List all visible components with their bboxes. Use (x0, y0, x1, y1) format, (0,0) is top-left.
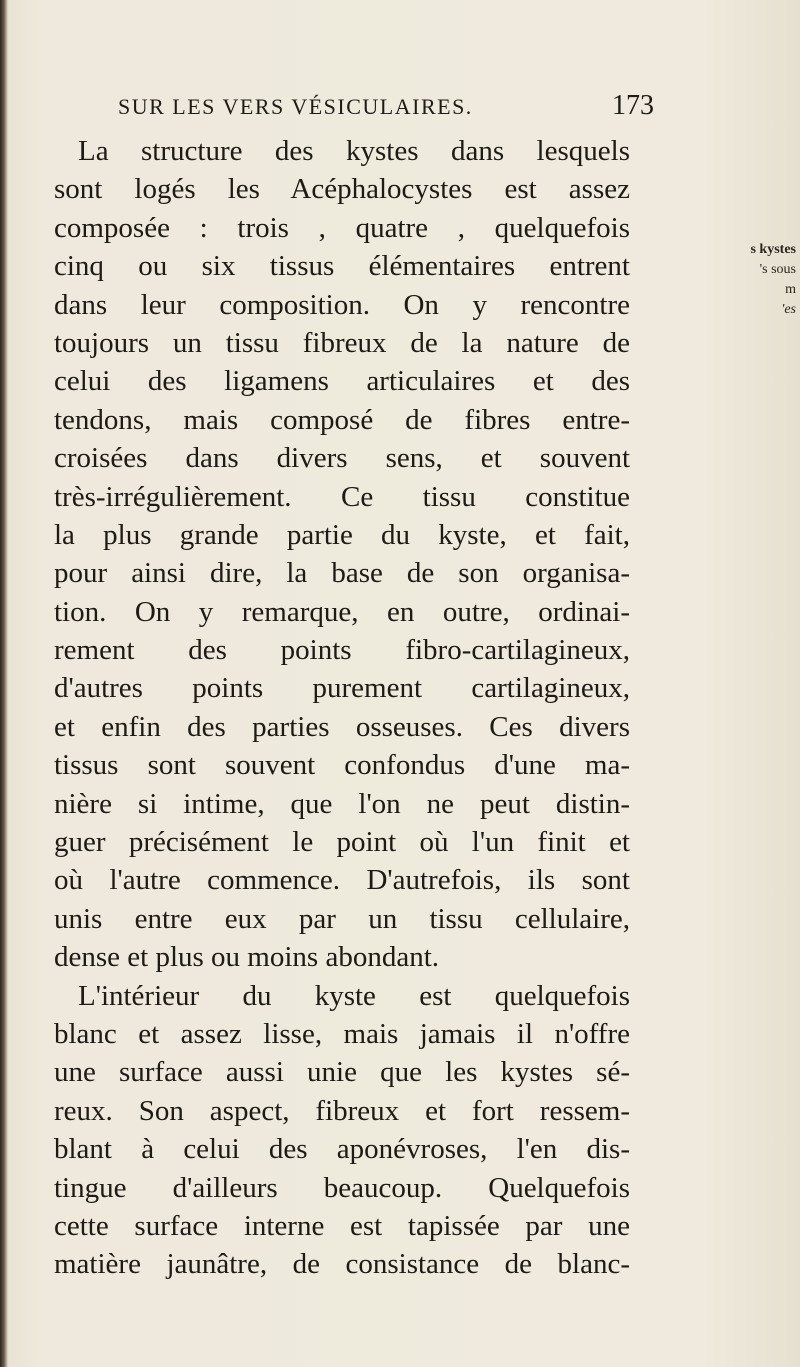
text-line: sont logés les Acéphalocystes est assez (54, 173, 630, 206)
text-line: celui des ligamens articulaires et des (54, 365, 630, 398)
text-line: tion. On y remarque, en outre, ordinai- (54, 595, 630, 628)
text-line: et enfin des parties osseuses. Ces divers (54, 710, 630, 743)
text-line: La structure des kystes dans lesquels (78, 135, 630, 167)
text-line: reux. Son aspect, fibreux et fort ressem- (54, 1094, 630, 1127)
paragraph-2 (54, 977, 630, 1284)
page-number: 173 (612, 90, 654, 121)
page-binding-edge (0, 0, 8, 1367)
margin-note-line: 's sous (759, 262, 796, 277)
text-line: dense et plus ou moins abondant. (54, 941, 440, 974)
text-line: croisées dans divers sens, et souvent (54, 442, 630, 475)
text-line: nière si intime, que l'on ne peut distin- (54, 787, 630, 820)
text-line: une surface aussi unie que les kystes sé- (54, 1056, 630, 1089)
margin-note (708, 240, 796, 320)
text-line: L'intérieur du kyste est quelquefois (78, 979, 630, 1012)
margin-note-line: 'es (781, 302, 796, 317)
running-head (118, 92, 658, 126)
text-line: rement des points fibro-cartilagineux, (54, 634, 630, 667)
text-line: cinq ou six tissus élémentaires entrent (54, 250, 630, 283)
text-line: dans leur composition. On y rencontre (54, 288, 630, 321)
text-line: guer précisément le point où l'un finit et (54, 826, 630, 859)
text-line: très-irrégulièrement. Ce tissu constitue (54, 480, 630, 513)
text-line: d'autres points purement cartilagineux, (54, 672, 630, 705)
text-line: cette surface interne est tapissée par une (54, 1209, 630, 1242)
text-line: toujours un tissu fibreux de la nature de (54, 326, 630, 359)
text-line: matière jaunâtre, de consistance de blanc- (54, 1248, 630, 1281)
text-line: blant à celui des aponévroses, l'en dis- (54, 1133, 630, 1166)
text-line: tendons, mais composé de fibres entre- (54, 403, 630, 436)
margin-note-line: s kystes (750, 242, 796, 257)
text-line: pour ainsi dire, la base de son organisa- (54, 557, 630, 590)
paragraph-1 (54, 132, 630, 977)
text-line: unis entre eux par un tissu cellulaire, (54, 902, 630, 935)
text-line: où l'autre commence. D'autrefois, ils sont (54, 864, 630, 897)
running-title: SUR LES VERS VÉSICULAIRES. (118, 94, 473, 119)
text-line: la plus grande partie du kyste, et fait, (54, 518, 630, 551)
text-line: blanc et assez lisse, mais jamais il n'offre (54, 1017, 630, 1050)
text-line: composée : trois , quatre , quelquefois (54, 211, 630, 244)
text-line: tingue d'ailleurs beaucoup. Quelquefois (54, 1171, 630, 1204)
body-text (54, 132, 630, 1284)
margin-note-line: m (785, 282, 796, 297)
text-line: tissus sont souvent confondus d'une ma- (54, 749, 630, 782)
